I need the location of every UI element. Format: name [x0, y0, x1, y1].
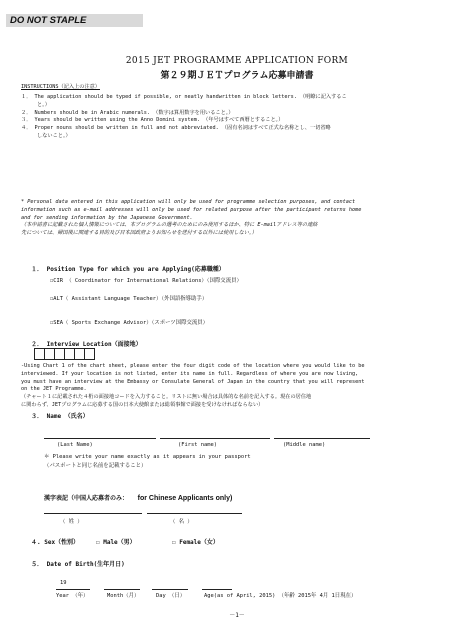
year-label: Year （年）: [56, 593, 89, 599]
form-title-japanese: 第２９期ＪＥＴプログラム応募申請書: [160, 71, 314, 81]
instruction-line: interviewed. If your location is not listed, enter its name in full. Regardless of where you are now living,: [21, 370, 359, 377]
instruction-line: you must have an interview at the Embassy or Consulate General of Japan in the country that you will represent: [21, 378, 365, 385]
given-name-label: （ 名 ）: [170, 519, 193, 525]
first-name-field[interactable]: [160, 438, 270, 439]
month-label: Month（月）: [107, 593, 140, 599]
instruction-item: と。）: [37, 101, 50, 108]
chinese-characters-label: [44, 485, 232, 504]
name-heading: ３． Name （氏名）: [31, 413, 89, 420]
location-code-digit-6[interactable]: [84, 348, 95, 360]
sea-option-checkbox[interactable]: ☐SEA（ Sports Exchange Advisor）（スポーツ国際交流員）: [50, 320, 209, 326]
instruction-line: に関わらず、JETプログラムに応募する国の日本大使館または総領事館で面接を受けなければならない）: [21, 401, 264, 408]
instruction-item: ２． Numbers should be in Arabic numerals. （数字は算用数字を用いること。）: [21, 109, 234, 116]
chinese-label-ja: 漢字表記（中国人応募者のみ：: [44, 495, 129, 502]
century-prefix: 19: [60, 580, 67, 586]
instruction-line: on the JET Programme.: [21, 386, 87, 393]
position-type-heading: １． Position Type for which you are Applying(応募職種）: [31, 266, 225, 273]
female-checkbox[interactable]: ☐ Female（女）: [172, 539, 219, 546]
birth-month-field[interactable]: [104, 589, 140, 590]
birth-day-field[interactable]: [152, 589, 188, 590]
page-number: －1－: [229, 612, 245, 619]
age-field[interactable]: [202, 589, 232, 590]
first-name-label: (First name): [178, 442, 217, 448]
instruction-item: １． The application should be typed if possible, or neatly handwritten in block letters. （明瞭に記入するこ: [21, 94, 347, 100]
instruction-line: -Using Chart 1 of the chart sheet, please enter the four digit code of the location where you would like to be: [21, 363, 365, 369]
instruction-line: （チャート１に記載された４桁の面接地コードを入力すること。リストに無い場合は具体的な名前を記入する。現在の居住地: [21, 394, 312, 401]
cir-option-checkbox[interactable]: ☐CIR （ Coordinator for International Relations）（国際交流員）: [50, 278, 242, 284]
privacy-line: and for sending information by the Japanese Government.: [21, 214, 193, 221]
sex-heading: ４. Sex（性別）: [31, 539, 80, 546]
date-of-birth-heading: ５． Date of Birth(生年月日): [31, 561, 125, 568]
interview-location-instructions: [21, 363, 365, 410]
surname-label: （ 姓 ）: [60, 519, 83, 525]
chinese-label-en: for Chinese Applicants only): [137, 495, 233, 502]
alt-option-checkbox[interactable]: ☐ALT（ Assistant Language Teacher）（外国語指導助手）: [50, 296, 208, 302]
day-label: Day （日）: [156, 593, 186, 599]
last-name-field[interactable]: [44, 438, 156, 439]
instruction-item: しないこと。）: [37, 132, 71, 139]
passport-note: ＊ Please write your name exactly as it appears in your passport: [44, 454, 251, 460]
age-label: Age(as of April, 2015) （年齢 2015年 4月 1日現在）: [204, 593, 357, 599]
instructions-list: [21, 94, 347, 141]
instruction-item: ４． Proper nouns should be written in full and not abbreviated. （固有名詞はすべて正式な名称とし、一切省略: [21, 125, 331, 132]
privacy-line: * Personal data entered in this application will only be used for programme selection purposes, and contact: [21, 199, 356, 205]
privacy-line: information such as e-mail addresses will only be used for related purpose after the participant returns home: [21, 206, 362, 213]
male-checkbox[interactable]: ☐ Male（男）: [96, 539, 136, 546]
privacy-line: （本申請書に記載された個人情報については、本プログラムの選考のためにのみ使用するほか、特に E-mailアドレス等の連絡: [21, 222, 318, 229]
interview-location-heading: ２． Interview Location（面接地）: [31, 341, 142, 348]
chinese-given-name-field[interactable]: [147, 513, 242, 514]
passport-note-japanese: （パスポートと同じ名前を記載すること）: [44, 463, 147, 469]
do-not-staple-banner: DO NOT STAPLE: [6, 14, 143, 27]
chinese-surname-field[interactable]: [44, 513, 142, 514]
form-title-english: 2015 JET PROGRAMME APPLICATION FORM: [125, 56, 349, 66]
last-name-label: (Last Name): [57, 442, 93, 448]
middle-name-label: (Middle name): [283, 442, 326, 448]
middle-name-field[interactable]: [274, 438, 370, 439]
instructions-heading: INSTRUCTIONS（記入上の注意）: [21, 84, 100, 90]
privacy-line: 先については、帰国後に関連する目的及び日本国政府よりお知らせを送付する以外には使用しない。）: [21, 230, 257, 237]
privacy-notice: [21, 199, 361, 238]
instruction-item: ３． Years should be written using the Anno Domini system. （年号はすべて西暦とすること。）: [21, 117, 284, 124]
birth-year-field[interactable]: [56, 589, 90, 590]
